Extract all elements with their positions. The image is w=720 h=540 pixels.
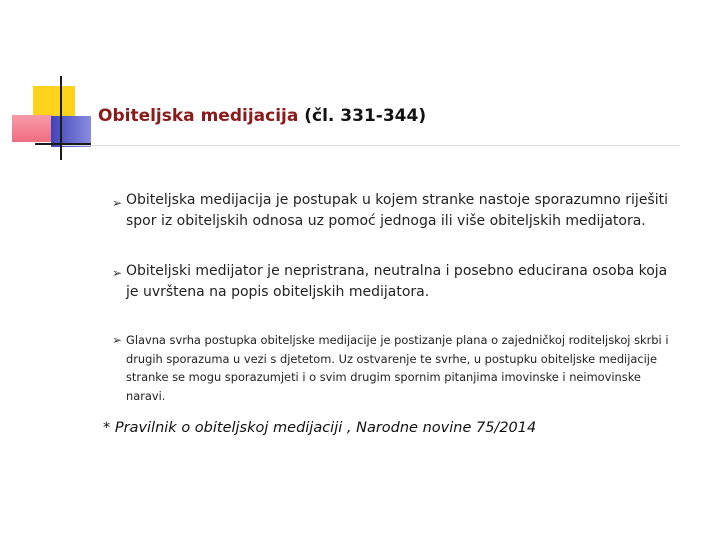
point-definition: Obiteljska medijacija je postupak u kojem stranke nastoje sporazumno riješiti spor iz obiteljskih odnosa uz pomoć jednoga ili više obiteljskih medijatora. <box>126 192 668 229</box>
bullet-arrow-icon: ➢ <box>112 196 123 210</box>
point-mediator: Obiteljski medijator je nepristrana, neutralna i posebno educirana osoba koja je uvrštena na popis obiteljskih medijatora. <box>126 263 668 300</box>
decor-vertical-line <box>60 76 62 160</box>
slide-title-main: Obiteljska medijacija <box>98 106 299 126</box>
bullet-arrow-icon: ➢ <box>112 266 123 280</box>
decor-pink-square <box>12 115 53 142</box>
point-purpose: Glavna svrha postupka obiteljske medijacije je postizanje plana o zajedničkoj roditeljskoj skrbi i drugih sporazuma u vezi s djetetom. Uz ostvarenje te svrhe, u postupku obiteljske medijacije stranke se mogu sporazumjeti i o svim drugim spornim pitanjima imovinske i neimovinske naravi. <box>126 333 669 403</box>
title-divider <box>62 145 680 146</box>
bullet-arrow-icon: ➢ <box>112 333 123 347</box>
slide-title-articles: (čl. 331-344) <box>304 106 427 126</box>
slide-title <box>98 106 426 126</box>
footnote-source: * Pravilnik o obiteljskoj medijaciji , Narodne novine 75/2014 <box>103 420 537 436</box>
